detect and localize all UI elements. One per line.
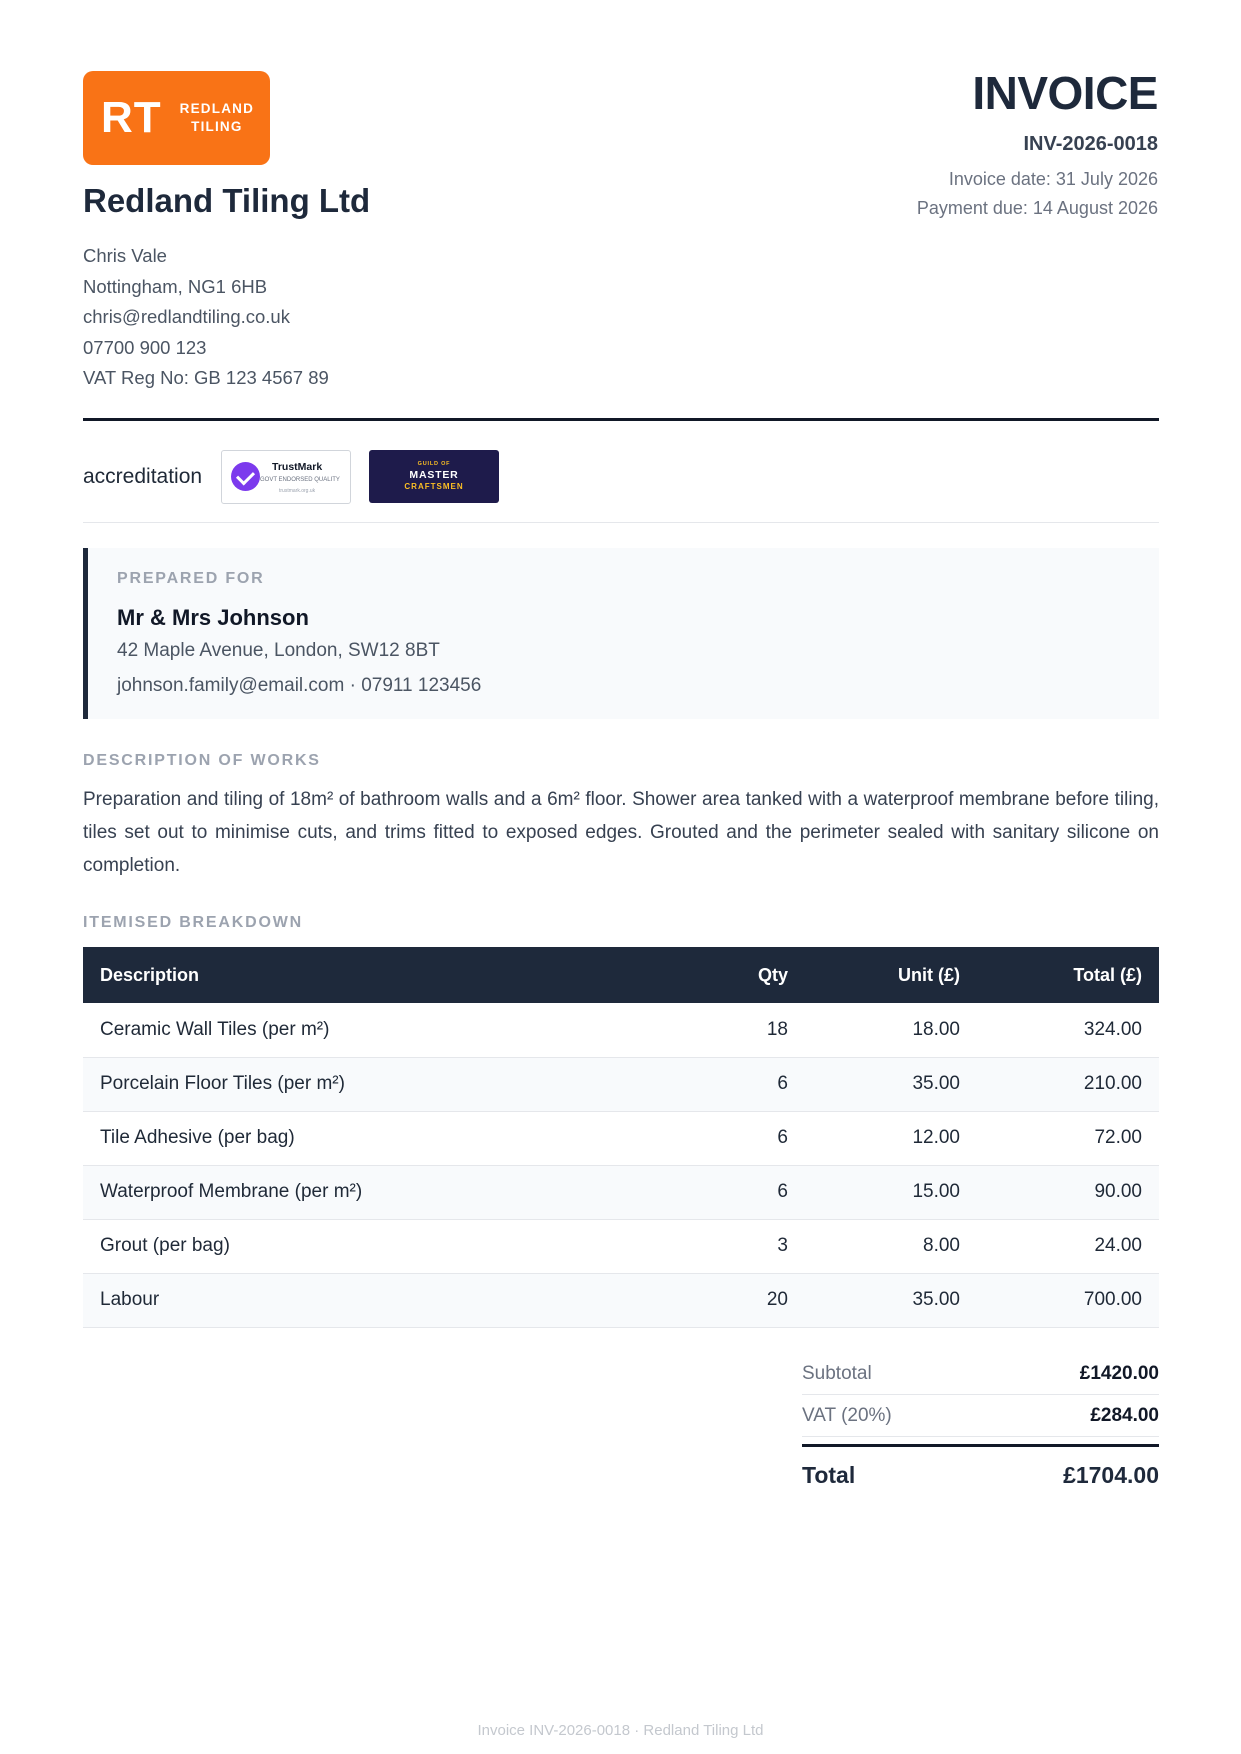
company-phone: 07700 900 123	[83, 336, 207, 358]
cell-unit: 15.00	[805, 1165, 977, 1219]
logo-wordmark	[180, 100, 254, 136]
cell-description: Waterproof Membrane (per m²)	[83, 1165, 655, 1219]
guild-bottom-text: CRAFTSMEN	[404, 482, 464, 491]
guild-middle-text: MASTER	[409, 469, 459, 481]
cell-description: Grout (per bag)	[83, 1219, 655, 1273]
cell-total: 700.00	[977, 1273, 1159, 1327]
logo-word-1: REDLAND	[179, 101, 255, 116]
client-address: 42 Maple Avenue, London, SW12 8BT	[117, 640, 440, 661]
check-circle-icon	[231, 462, 260, 491]
header-divider	[83, 418, 1159, 421]
cell-total: 24.00	[977, 1219, 1159, 1273]
vat-label: VAT (20%)	[802, 1404, 892, 1426]
cell-qty: 18	[655, 1003, 805, 1057]
cell-qty: 6	[655, 1111, 805, 1165]
cell-unit: 8.00	[805, 1219, 977, 1273]
cell-qty: 6	[655, 1165, 805, 1219]
cell-description: Ceramic Wall Tiles (per m²)	[83, 1003, 655, 1057]
cell-qty: 6	[655, 1057, 805, 1111]
guild-master-craftsmen-badge	[369, 450, 499, 503]
accreditation-divider	[83, 522, 1159, 523]
works-description: Preparation and tiling of 18m² of bathroom walls and a 6m² floor. Shower area tanked with a waterproof membrane before tiling, tiles set out to minimise cuts, and trims fitted to exposed edges. Grouted and the perimeter sealed with sanitary silicone on completion.	[83, 789, 1159, 876]
trustmark-subtitle: GOVT ENDORSED QUALITY	[260, 477, 340, 483]
cell-qty: 20	[655, 1273, 805, 1327]
cell-unit: 12.00	[805, 1111, 977, 1165]
table-row	[83, 1111, 1159, 1165]
prepared-for-panel	[83, 548, 1159, 719]
cell-qty: 3	[655, 1219, 805, 1273]
client-contact: johnson.family@email.com · 07911 123456	[117, 675, 482, 696]
company-details	[83, 241, 290, 363]
items-label: ITEMISED BREAKDOWN	[83, 914, 303, 931]
accreditation-label: accreditation	[83, 465, 203, 488]
cell-total: 324.00	[977, 1003, 1159, 1057]
items-header-row	[83, 947, 1159, 1003]
logo-word-2: TILING	[191, 119, 243, 134]
cell-description: Porcelain Floor Tiles (per m²)	[83, 1057, 655, 1111]
table-row	[83, 1273, 1159, 1327]
company-contact-name: Chris Vale	[83, 245, 167, 266]
vat-value: £284.00	[1090, 1404, 1159, 1426]
works-label: DESCRIPTION OF WORKS	[83, 752, 321, 769]
subtotal-row	[802, 1353, 1159, 1395]
table-row	[83, 1057, 1159, 1111]
client-name: Mr & Mrs Johnson	[117, 605, 309, 630]
grand-total-row	[802, 1444, 1159, 1504]
grand-total-label: Total	[802, 1462, 856, 1488]
cell-description: Tile Adhesive (per bag)	[83, 1111, 655, 1165]
company-logo	[83, 71, 270, 165]
header-unit: Unit (£)	[805, 947, 977, 1003]
cell-unit: 35.00	[805, 1273, 977, 1327]
invoice-title: INVOICE	[972, 67, 1158, 119]
invoice-number: INV-2026-0018	[1023, 133, 1158, 155]
totals-block	[802, 1353, 1159, 1504]
logo-initials: RT	[101, 93, 162, 142]
cell-total: 72.00	[977, 1111, 1159, 1165]
vat-registration: VAT Reg No: GB 123 4567 89	[83, 367, 329, 388]
company-location: Nottingham, NG1 6HB	[83, 275, 268, 297]
grand-total-value: £1704.00	[1063, 1462, 1159, 1488]
cell-total: 90.00	[977, 1165, 1159, 1219]
guild-top-text: GUILD OF	[417, 461, 451, 467]
table-row	[83, 1219, 1159, 1273]
page-footer: Invoice INV-2026-0018 · Redland Tiling Ltd	[477, 1722, 764, 1739]
header-total: Total (£)	[977, 947, 1159, 1003]
payment-due-date: Payment due: 14 August 2026	[916, 198, 1158, 218]
cell-unit: 18.00	[805, 1003, 977, 1057]
items-table	[83, 947, 1159, 1328]
company-email: chris@redlandtiling.co.uk	[83, 306, 290, 327]
subtotal-label: Subtotal	[802, 1362, 872, 1384]
invoice-date: Invoice date: 31 July 2026	[948, 169, 1158, 189]
cell-description: Labour	[83, 1273, 655, 1327]
invoice-dates	[917, 165, 1158, 223]
cell-unit: 35.00	[805, 1057, 977, 1111]
header-qty: Qty	[655, 947, 805, 1003]
company-name: Redland Tiling Ltd	[83, 182, 371, 219]
subtotal-value: £1420.00	[1079, 1362, 1159, 1384]
table-row	[83, 1165, 1159, 1219]
trustmark-small: trustmark.org.uk	[279, 488, 316, 494]
trustmark-badge	[221, 450, 351, 504]
trustmark-title: TrustMark	[272, 461, 323, 473]
prepared-for-label: PREPARED FOR	[117, 570, 265, 587]
header-description: Description	[83, 947, 655, 1003]
cell-total: 210.00	[977, 1057, 1159, 1111]
vat-row	[802, 1395, 1159, 1437]
table-row	[83, 1003, 1159, 1057]
